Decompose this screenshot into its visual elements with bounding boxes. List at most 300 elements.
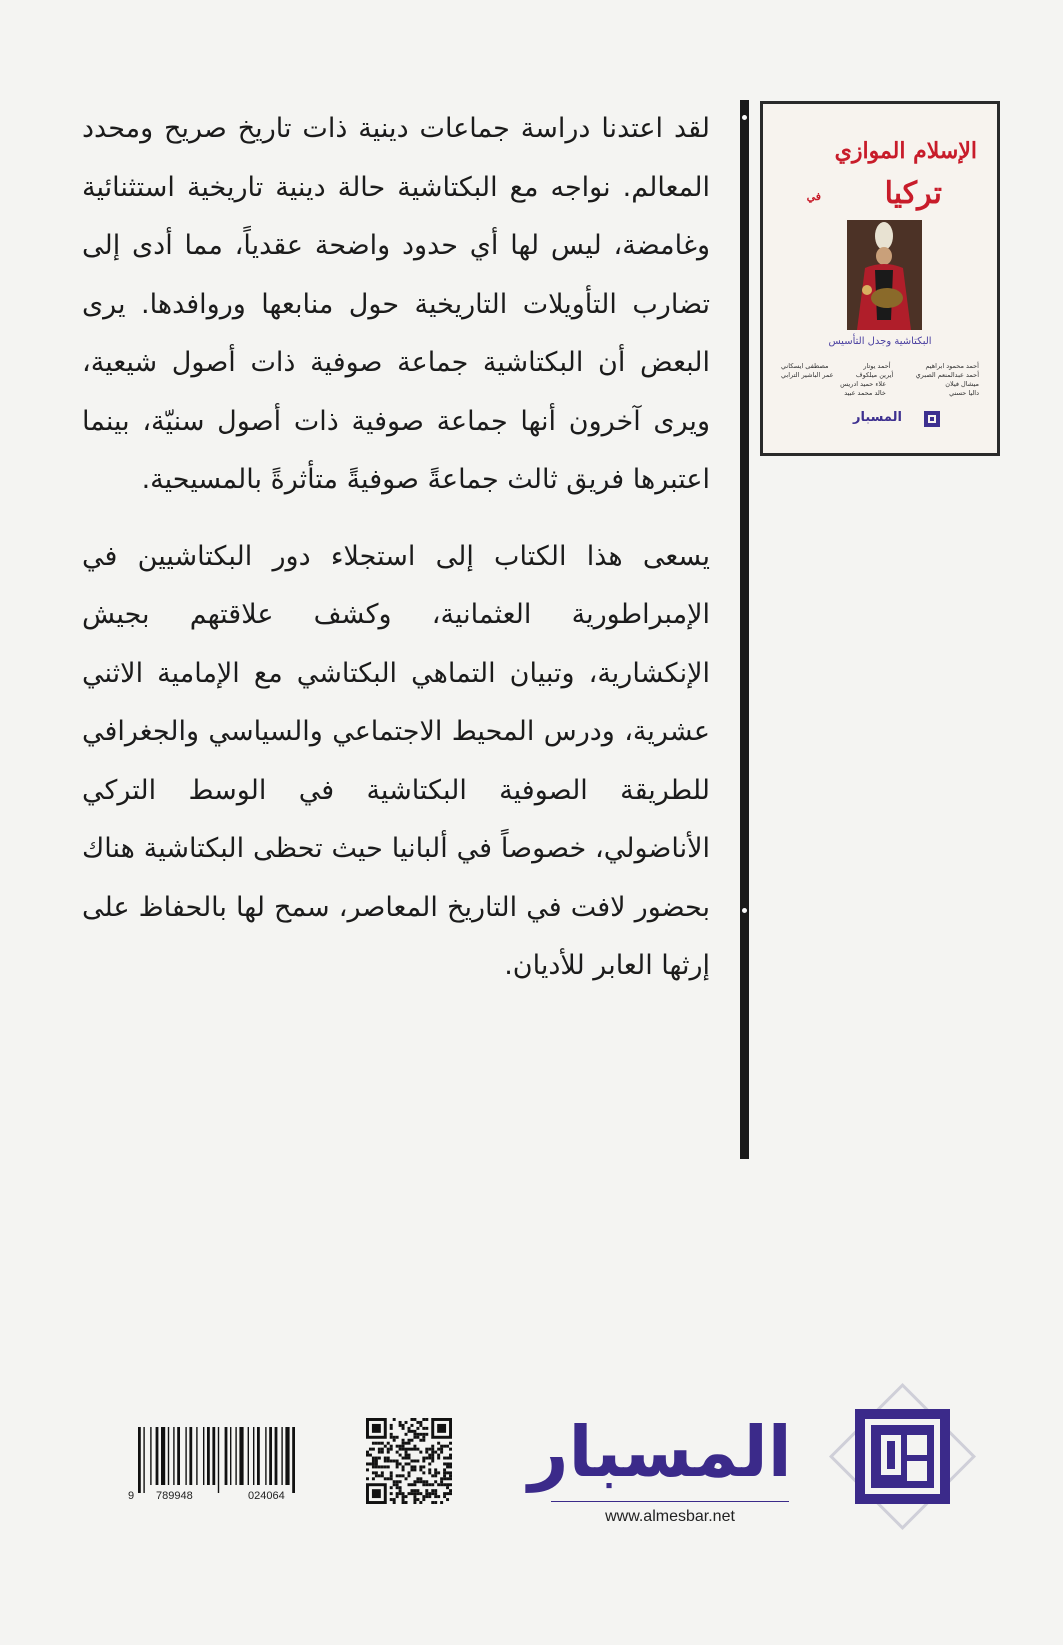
qr-module: [399, 1445, 402, 1448]
qr-module: [443, 1495, 446, 1498]
qr-module: [393, 1436, 396, 1439]
qr-module: [366, 1477, 369, 1480]
qr-module: [431, 1457, 434, 1460]
barcode-bar: [239, 1427, 243, 1485]
qr-module: [396, 1451, 399, 1454]
qr-module: [402, 1445, 405, 1448]
qr-module: [422, 1427, 425, 1430]
blurb-text: [82, 100, 710, 996]
cover-authors: [781, 362, 979, 398]
qr-module: [387, 1465, 390, 1468]
qr-module: [408, 1474, 411, 1477]
qr-module: [443, 1468, 446, 1471]
qr-module: [390, 1427, 393, 1430]
qr-module: [443, 1471, 446, 1474]
qr-module: [446, 1462, 449, 1465]
qr-module: [413, 1492, 416, 1495]
author-name: داليا حسني: [949, 389, 979, 397]
qr-module: [419, 1465, 422, 1468]
qr-module: [428, 1462, 431, 1465]
qr-module: [399, 1492, 402, 1495]
qr-module: [402, 1474, 405, 1477]
qr-module: [434, 1480, 437, 1483]
cover-portrait-image: [847, 220, 922, 330]
qr-module: [402, 1427, 405, 1430]
qr-module: [405, 1451, 408, 1454]
qr-module: [425, 1433, 428, 1436]
qr-module: [393, 1480, 396, 1483]
qr-module: [410, 1418, 413, 1421]
qr-module: [413, 1468, 416, 1471]
qr-module: [449, 1489, 452, 1492]
qr-module: [416, 1498, 419, 1501]
qr-module: [416, 1460, 419, 1463]
qr-module: [372, 1462, 375, 1465]
qr-module: [410, 1448, 413, 1451]
qr-module: [422, 1460, 425, 1463]
qr-module: [402, 1468, 405, 1471]
qr-module: [443, 1483, 446, 1486]
qr-module: [410, 1430, 413, 1433]
qr-module: [446, 1486, 449, 1489]
qr-module: [449, 1465, 452, 1468]
qr-module: [372, 1442, 375, 1445]
qr-module: [434, 1489, 437, 1492]
qr-module: [425, 1495, 428, 1498]
qr-module: [413, 1433, 416, 1436]
barcode-bar: [150, 1427, 151, 1485]
qr-module: [402, 1442, 405, 1445]
qr-module: [369, 1454, 372, 1457]
qr-module: [405, 1421, 408, 1424]
qr-module: [378, 1474, 381, 1477]
author-name: خالد محمد عبيد: [844, 389, 886, 397]
qr-module: [390, 1477, 393, 1480]
qr-module: [366, 1451, 369, 1454]
qr-module: [372, 1477, 375, 1480]
qr-module: [419, 1451, 422, 1454]
qr-module: [366, 1462, 369, 1465]
qr-module: [405, 1495, 408, 1498]
qr-module: [434, 1474, 437, 1477]
front-cover-thumbnail: [760, 101, 1000, 456]
barcode-bar: [203, 1427, 204, 1485]
qr-module: [425, 1457, 428, 1460]
author-name: أحمد محمود ابراهيم: [925, 362, 979, 370]
qr-module: [410, 1489, 413, 1492]
qr-module: [369, 1448, 372, 1451]
blurb-paragraph-1: لقد اعتدنا دراسة جماعات دينية ذات تاريخ صريح ومحدد المعالم. نواجه مع البكتاشية حالة دينية تاريخية استثنائية وغامضة، ليس لها أي حدود واضحة عقدياً، مما أدى إلى تضارب التأويلات التاريخية حول منابعها وروافدها. يرى البعض أن البكتاشية جماعة صوفية ذات أصول شيعية، ويرى آخرون أنها جماعة صوفية ذات أصول سنيّة، بينما اعتبرها فريق ثالث جماعةً صوفيةً متأثرةً بالمسيحية.: [82, 113, 710, 495]
qr-module: [419, 1501, 422, 1504]
qr-module: [405, 1501, 408, 1504]
qr-module: [402, 1424, 405, 1427]
qr-module: [396, 1480, 399, 1483]
qr-module: [434, 1501, 437, 1504]
qr-module: [408, 1430, 411, 1433]
qr-module: [402, 1457, 405, 1460]
publisher-logo-icon: [815, 1369, 990, 1544]
qr-module: [387, 1457, 390, 1460]
qr-module: [431, 1501, 434, 1504]
qr-module: [372, 1489, 381, 1498]
barcode-bar: [196, 1427, 197, 1485]
qr-module: [428, 1457, 431, 1460]
qr-module: [393, 1439, 396, 1442]
qr-module: [396, 1474, 399, 1477]
qr-module: [422, 1433, 425, 1436]
qr-module: [440, 1501, 443, 1504]
qr-module: [408, 1492, 411, 1495]
qr-module: [422, 1480, 425, 1483]
cover-title-line-1: الإسلام الموازي: [834, 138, 977, 164]
qr-module: [375, 1474, 378, 1477]
barcode-bar: [168, 1427, 169, 1485]
qr-module: [387, 1442, 390, 1445]
qr-module: [416, 1427, 419, 1430]
qr-module: [405, 1433, 408, 1436]
qr-module: [422, 1436, 425, 1439]
qr-module: [443, 1462, 446, 1465]
qr-module: [425, 1448, 428, 1451]
qr-module: [419, 1439, 422, 1442]
qr-module: [366, 1468, 369, 1471]
qr-module: [372, 1457, 375, 1460]
isbn-digit-group: 789948: [156, 1490, 193, 1502]
barcode-bar: [207, 1427, 210, 1485]
qr-module: [419, 1492, 422, 1495]
qr-module: [384, 1465, 387, 1468]
qr-module: [413, 1483, 416, 1486]
qr-module: [449, 1492, 452, 1495]
blurb-paragraph-2: يسعى هذا الكتاب إلى استجلاء دور البكتاشيين في الإمبراطورية العثمانية، وكشف علاقتهم بجيش الإنكشارية، وتبيان التماهي البكتاشي مع الإمامية الاثني عشرية، ودرس المحيط الاجتماعي والسياسي والجغرافي للطريقة الصوفية البكتاشية في الوسط التركي الأناضولي، خصوصاً في ألبانيا حيث تحظى البكتاشية هناك بحضور لافت في التاريخ المعاصر، سمح لها بالحفاظ على إرثها العابر للأديان.: [82, 540, 710, 981]
qr-module: [413, 1489, 416, 1492]
qr-module: [405, 1442, 408, 1445]
qr-module: [378, 1448, 381, 1451]
qr-module: [425, 1427, 428, 1430]
barcode-bar: [281, 1427, 282, 1485]
qr-module: [419, 1480, 422, 1483]
barcode-bar: [218, 1427, 219, 1493]
qr-module: [437, 1457, 440, 1460]
qr-module: [381, 1448, 384, 1451]
qr-module: [375, 1462, 378, 1465]
qr-module: [402, 1501, 405, 1504]
qr-module: [419, 1424, 422, 1427]
qr-module: [390, 1436, 393, 1439]
qr-module: [399, 1424, 402, 1427]
qr-module: [410, 1468, 413, 1471]
qr-module: [396, 1460, 399, 1463]
cover-title-line-2: تركيا: [884, 176, 942, 211]
qr-module: [393, 1501, 396, 1504]
qr-module: [372, 1471, 375, 1474]
author-name: علاء حميد ادريس: [840, 380, 887, 388]
qr-module: [396, 1465, 399, 1468]
qr-module: [399, 1421, 402, 1424]
qr-module: [399, 1480, 402, 1483]
qr-module: [422, 1418, 425, 1421]
qr-module: [408, 1483, 411, 1486]
qr-module: [446, 1492, 449, 1495]
isbn-digit-group: 9: [128, 1490, 135, 1502]
qr-module: [449, 1474, 452, 1477]
qr-module: [416, 1480, 419, 1483]
qr-module: [434, 1471, 437, 1474]
cover-publisher-logo-icon: [923, 410, 941, 428]
qr-module: [387, 1477, 390, 1480]
qr-module: [443, 1492, 446, 1495]
qr-code: [366, 1418, 452, 1504]
qr-module: [399, 1486, 402, 1489]
qr-module: [431, 1489, 434, 1492]
qr-module: [372, 1448, 375, 1451]
qr-module: [413, 1498, 416, 1501]
qr-module: [399, 1448, 402, 1451]
qr-module: [393, 1483, 396, 1486]
qr-module: [446, 1483, 449, 1486]
qr-module: [410, 1492, 413, 1495]
qr-module: [440, 1483, 443, 1486]
qr-module: [431, 1445, 434, 1448]
qr-module: [440, 1451, 443, 1454]
qr-module: [375, 1457, 378, 1460]
qr-module: [410, 1439, 413, 1442]
qr-module: [416, 1433, 419, 1436]
qr-module: [372, 1460, 375, 1463]
qr-module: [428, 1471, 431, 1474]
qr-module: [422, 1439, 425, 1442]
qr-module: [422, 1465, 425, 1468]
qr-module: [428, 1448, 431, 1451]
qr-module: [396, 1483, 399, 1486]
barcode-bar: [275, 1427, 278, 1485]
qr-module: [446, 1445, 449, 1448]
barcode-bar: [285, 1427, 289, 1485]
qr-module: [375, 1471, 378, 1474]
qr-module: [390, 1433, 393, 1436]
qr-module: [413, 1460, 416, 1463]
qr-module: [408, 1439, 411, 1442]
qr-module: [396, 1462, 399, 1465]
qr-module: [434, 1468, 437, 1471]
barcode-bar: [189, 1427, 192, 1485]
qr-module: [381, 1471, 384, 1474]
qr-module: [384, 1460, 387, 1463]
barcode-bar: [138, 1427, 141, 1493]
qr-module: [366, 1454, 369, 1457]
qr-module: [440, 1445, 443, 1448]
qr-module: [449, 1454, 452, 1457]
qr-module: [413, 1465, 416, 1468]
qr-module: [384, 1457, 387, 1460]
qr-module: [443, 1474, 446, 1477]
qr-module: [434, 1495, 437, 1498]
qr-module: [402, 1495, 405, 1498]
qr-module: [446, 1457, 449, 1460]
qr-module: [381, 1474, 384, 1477]
qr-module: [390, 1460, 393, 1463]
barcode-bar: [253, 1427, 254, 1485]
qr-module: [416, 1448, 419, 1451]
qr-module: [375, 1460, 378, 1463]
qr-module: [393, 1418, 396, 1421]
qr-module: [425, 1483, 428, 1486]
qr-module: [387, 1460, 390, 1463]
qr-module: [413, 1418, 416, 1421]
qr-module: [390, 1492, 393, 1495]
qr-module: [396, 1495, 399, 1498]
qr-module: [399, 1489, 402, 1492]
qr-module: [446, 1471, 449, 1474]
qr-module: [378, 1465, 381, 1468]
publisher-wordmark: المسبار: [528, 1411, 792, 1493]
qr-module: [390, 1448, 393, 1451]
qr-module: [378, 1457, 381, 1460]
qr-module: [443, 1445, 446, 1448]
qr-module: [440, 1480, 443, 1483]
qr-module: [428, 1468, 431, 1471]
qr-module: [413, 1501, 416, 1504]
qr-module: [393, 1460, 396, 1463]
qr-module: [416, 1489, 419, 1492]
qr-module: [443, 1477, 446, 1480]
qr-module: [419, 1421, 422, 1424]
isbn-barcode: [128, 1427, 328, 1527]
qr-module: [390, 1445, 393, 1448]
qr-module: [396, 1492, 399, 1495]
qr-module: [449, 1483, 452, 1486]
qr-module: [405, 1462, 408, 1465]
qr-module: [390, 1498, 393, 1501]
barcode-bar: [156, 1427, 159, 1485]
qr-module: [443, 1457, 446, 1460]
qr-module: [408, 1448, 411, 1451]
qr-module: [375, 1442, 378, 1445]
qr-module: [419, 1477, 422, 1480]
qr-module: [402, 1492, 405, 1495]
qr-module: [410, 1465, 413, 1468]
qr-module: [425, 1480, 428, 1483]
author-name: أحمد عبدالمنعم الصبري: [915, 371, 979, 379]
qr-module: [422, 1498, 425, 1501]
author-name: أحمد يوتار: [863, 362, 891, 370]
qr-module: [425, 1451, 428, 1454]
qr-module: [416, 1477, 419, 1480]
vertical-rule: [740, 100, 749, 1159]
qr-module: [437, 1495, 440, 1498]
qr-module: [449, 1448, 452, 1451]
qr-module: [393, 1498, 396, 1501]
qr-module: [434, 1451, 437, 1454]
qr-module: [399, 1454, 402, 1457]
qr-module: [419, 1433, 422, 1436]
barcode-bar: [292, 1427, 295, 1493]
qr-module: [408, 1457, 411, 1460]
isbn-digit-group: 024064: [248, 1490, 285, 1502]
qr-module: [422, 1471, 425, 1474]
qr-module: [399, 1474, 402, 1477]
qr-module: [419, 1468, 422, 1471]
qr-module: [422, 1483, 425, 1486]
qr-module: [446, 1498, 449, 1501]
qr-module: [396, 1486, 399, 1489]
qr-module: [405, 1457, 408, 1460]
qr-module: [413, 1445, 416, 1448]
qr-module: [428, 1454, 431, 1457]
barcode-bar: [230, 1427, 231, 1485]
qr-module: [408, 1471, 411, 1474]
qr-module: [431, 1474, 434, 1477]
qr-module: [449, 1462, 452, 1465]
qr-module: [431, 1460, 434, 1463]
qr-module: [384, 1477, 387, 1480]
qr-module: [446, 1465, 449, 1468]
qr-module: [390, 1424, 393, 1427]
qr-module: [425, 1418, 428, 1421]
barcode-bar: [212, 1427, 215, 1485]
qr-module: [431, 1483, 434, 1486]
qr-module: [384, 1445, 387, 1448]
barcode-bar: [257, 1427, 260, 1485]
qr-module: [428, 1483, 431, 1486]
qr-module: [413, 1480, 416, 1483]
qr-module: [428, 1495, 431, 1498]
qr-module: [405, 1477, 408, 1480]
qr-module: [408, 1462, 411, 1465]
qr-module: [372, 1465, 375, 1468]
qr-module: [372, 1424, 381, 1433]
qr-module: [422, 1457, 425, 1460]
qr-module: [416, 1421, 419, 1424]
url-divider: [551, 1501, 789, 1502]
qr-module: [375, 1465, 378, 1468]
qr-module: [437, 1454, 440, 1457]
qr-module: [431, 1448, 434, 1451]
publisher-url: www.almesbar.net: [605, 1508, 735, 1525]
qr-module: [408, 1454, 411, 1457]
qr-module: [390, 1486, 393, 1489]
qr-module: [408, 1427, 411, 1430]
qr-module: [437, 1448, 440, 1451]
barcode-bar: [225, 1427, 228, 1485]
qr-module: [381, 1465, 384, 1468]
qr-module: [405, 1448, 408, 1451]
qr-module: [413, 1495, 416, 1498]
qr-module: [440, 1448, 443, 1451]
author-name: ميشال فيلان: [945, 380, 979, 388]
qr-module: [381, 1451, 384, 1454]
qr-module: [387, 1451, 390, 1454]
barcode-bar: [269, 1427, 272, 1485]
qr-module: [390, 1471, 393, 1474]
barcode-bar: [235, 1427, 236, 1485]
qr-module: [449, 1457, 452, 1460]
qr-module: [431, 1492, 434, 1495]
qr-module: [449, 1477, 452, 1480]
qr-module: [396, 1445, 399, 1448]
qr-module: [390, 1474, 393, 1477]
qr-module: [431, 1454, 434, 1457]
qr-module: [399, 1462, 402, 1465]
qr-module: [410, 1460, 413, 1463]
qr-module: [402, 1498, 405, 1501]
qr-module: [402, 1439, 405, 1442]
qr-module: [408, 1442, 411, 1445]
qr-module: [416, 1436, 419, 1439]
author-name: مصطفى ايسكاني: [781, 362, 829, 370]
cover-subtitle: البكتاشية وجدل التأسيس: [828, 336, 932, 347]
qr-module: [437, 1471, 440, 1474]
